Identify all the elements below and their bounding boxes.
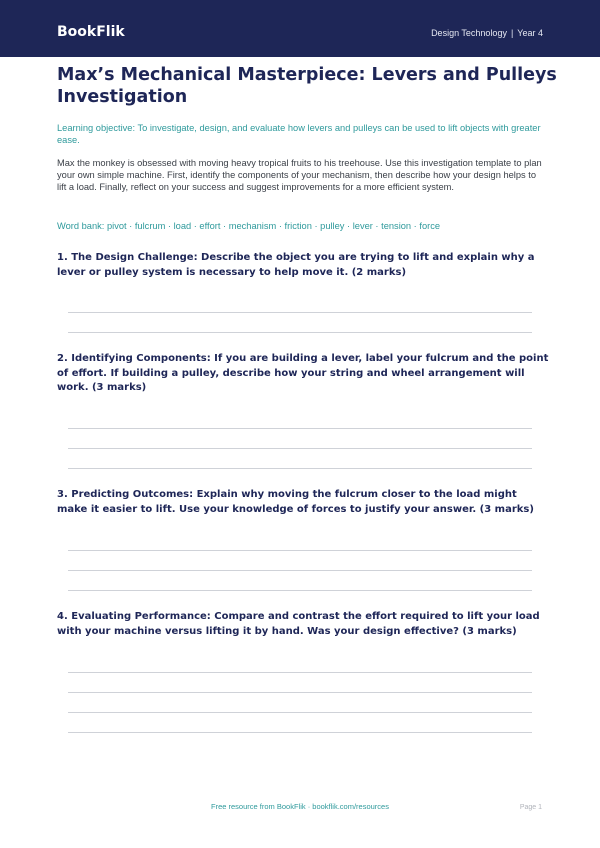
header-meta [431, 27, 543, 39]
answer-line[interactable] [68, 672, 532, 673]
intro-paragraph: Max the monkey is obsessed with moving heavy tropical fruits to his treehouse. Use this investigation template to plan your own simple machine. First, identify the components of your mechanism, then describe how your design helps to lift a load. Finally, reflect on your success and suggest improvements for a more efficient system. [57, 158, 542, 192]
question-3: 3. Predicting Outcomes: Explain why moving the fulcrum closer to the load might make it easier to lift. Use your knowledge of forces to justify your answer. (3 marks) [57, 489, 534, 515]
header-separator: | [510, 28, 514, 38]
question-2: 2. Identifying Components: If you are building a lever, label your fulcrum and the point of effort. If building a pulley, describe how your string and wheel arrangement will work. (3 marks) [57, 353, 549, 393]
answer-line[interactable] [68, 448, 532, 449]
answer-line[interactable] [68, 570, 532, 571]
question-1: 1. The Design Challenge: Describe the object you are trying to lift and explain why a lever or pulley system is necessary to help move it. (2 marks) [57, 252, 535, 278]
page-header [0, 0, 600, 57]
word-bank: Word bank: pivot · fulcrum · load · effort · mechanism · friction · pulley · lever · tension · force [57, 221, 441, 231]
answer-line[interactable] [68, 732, 532, 733]
page-number: Page 1 [519, 804, 542, 811]
answer-line[interactable] [68, 692, 532, 693]
answer-line[interactable] [68, 550, 532, 551]
question-4: 4. Evaluating Performance: Compare and contrast the effort required to lift your load with your machine versus lifting it by hand. Was your design effective? (3 marks) [57, 611, 540, 637]
answer-line[interactable] [68, 590, 532, 591]
year-label: Year 4 [517, 28, 543, 38]
learning-objective: Learning objective: To investigate, design, and evaluate how levers and pulleys can be used to lift objects with greater ease. [57, 123, 541, 145]
answer-line[interactable] [68, 312, 532, 313]
footer-credit: Free resource from BookFlik · bookflik.com/resources [211, 802, 389, 811]
brand-logo: BookFlik [57, 24, 125, 40]
subject-label: Design Technology [431, 28, 507, 38]
worksheet-title: Max’s Mechanical Masterpiece: Levers and Pulleys Investigation [57, 65, 557, 107]
answer-line[interactable] [68, 468, 532, 469]
answer-line[interactable] [68, 332, 532, 333]
answer-line[interactable] [68, 712, 532, 713]
answer-line[interactable] [68, 428, 532, 429]
